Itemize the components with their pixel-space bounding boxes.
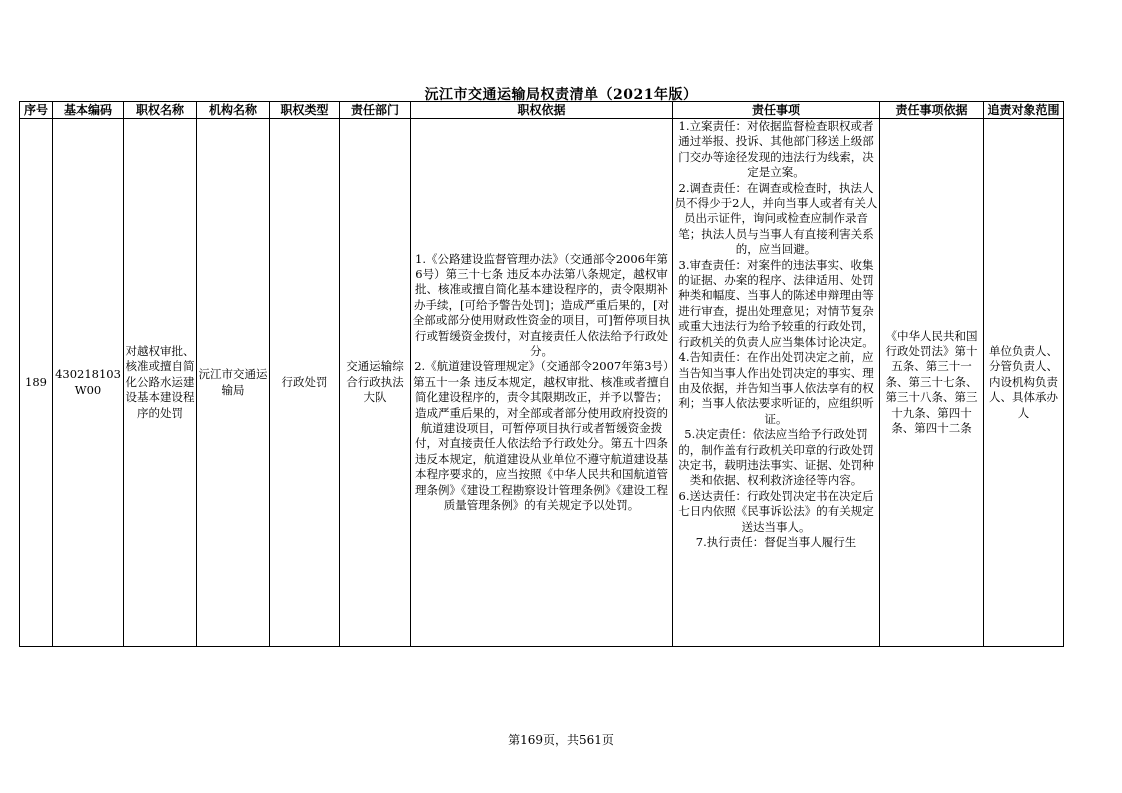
page-footer: 第169页，共561页 [508, 733, 614, 747]
resp-item: 6.送达责任：行政处罚决定书在决定后七日内依照《民事诉讼法》的有关规定送达当事人。 [678, 488, 874, 534]
cell-code: 430218103W00 [53, 119, 124, 647]
responsibilities-list [674, 119, 878, 646]
header-resp-basis: 责任事项依据 [880, 102, 984, 119]
resp-item: 4.告知责任：在作出处罚决定之前，应当告知当事人作出处罚决定的事实、理由及依据，并告知当事人依法享有的权利；当事人依法要求听证的，应组织听证。 [678, 350, 874, 426]
cell-dept: 交通运输综合行政执法大队 [340, 119, 411, 647]
cell-seq: 189 [20, 119, 53, 647]
table-row [20, 119, 1064, 647]
resp-item: 2.调查责任：在调查或检查时，执法人员不得少于2人，并向当事人或者有关人员出示证件，询问或检查应制作录音笔；执法人员与当事人有直接利害关系的，应当回避。 [674, 180, 878, 257]
header-power-name: 职权名称 [124, 102, 197, 119]
header-org: 机构名称 [197, 102, 270, 119]
cell-responsibilities [673, 119, 880, 647]
page-title: 沅江市交通运输局权责清单（2021年版） [424, 87, 698, 103]
resp-item: 7.执行责任：督促当事人履行生 [695, 534, 857, 549]
cell-power-type: 行政处罚 [270, 119, 340, 647]
header-responsibilities: 责任事项 [673, 102, 880, 119]
header-seq: 序号 [20, 102, 53, 119]
header-power-type: 职权类型 [270, 102, 340, 119]
cell-accountability: 单位负责人、分管负责人、内设机构负责人、具体承办人 [984, 119, 1064, 647]
resp-item: 3.审查责任：对案件的违法事实、收集的证据、办案的程序、法律适用、处罚种类和幅度、当事人的陈述申辩理由等进行审查，提出处理意见；对情节复杂或重大违法行为给予较重的行政处罚，行政机关的负责人应当集体讨论决定。 [678, 257, 874, 349]
resp-item: 1.立案责任：对依据监督检查职权或者通过举报、投诉、其他部门移送上级部门交办等途径发现的违法行为线索，决定是立案。 [678, 119, 874, 180]
header-code: 基本编码 [53, 102, 124, 119]
basis-text: 1.《公路建设监督管理办法》（交通部令2006年第6号）第三十七条 违反本办法第八条规定，越权审批、核准或擅自简化基本建设程序的，责令限期补办手续，[可给予警告处罚]；造成严重后果的，[对全部或部分使用财政性资金的项目，可]暂停项目执行或暂缓资金拨付，对直接责任人依法给予行政处分。 2.《航道建设管理规定》（交通部令2007年第3号）第五十一条 违反本规定，越权审批、核准或者擅自简化建设程序的，责令其限期改正，并予以警告；造成严重后果的，对全部或者部分使用政府投资的航道建设项目，可暂停项目执行或者暂缓资金拨付，对直接责任人依法给予行政处分。第五十四条 违反本规定，航道建设从业单位不遵守航道建设基本程序要求的，应当按照《中华人民共和国航道管理条例》《建设工程勘察设计管理条例》《建设工程质量管理条例》的有关规定予以处罚。 [412, 251, 671, 513]
resp-item: 5.决定责任：依法应当给予行政处罚的，制作盖有行政机关印章的行政处罚决定书，载明违法事实、证据、处罚种类和依据、权利救济途径等内容。 [678, 427, 874, 488]
header-basis: 职权依据 [411, 102, 673, 119]
cell-resp-basis: 《中华人民共和国行政处罚法》第十五条、第三十一条、第三十七条、第三十八条、第三十九条、第四十条、第四十二条 [880, 119, 984, 647]
header-row [20, 102, 1064, 119]
authority-table [19, 101, 1064, 647]
cell-basis [411, 119, 673, 647]
cell-power-name: 对越权审批、核准或擅自简化公路水运建设基本建设程序的处罚 [124, 119, 197, 647]
header-dept: 责任部门 [340, 102, 411, 119]
cell-org: 沅江市交通运输局 [197, 119, 270, 647]
header-accountability: 追责对象范围 [984, 102, 1064, 119]
